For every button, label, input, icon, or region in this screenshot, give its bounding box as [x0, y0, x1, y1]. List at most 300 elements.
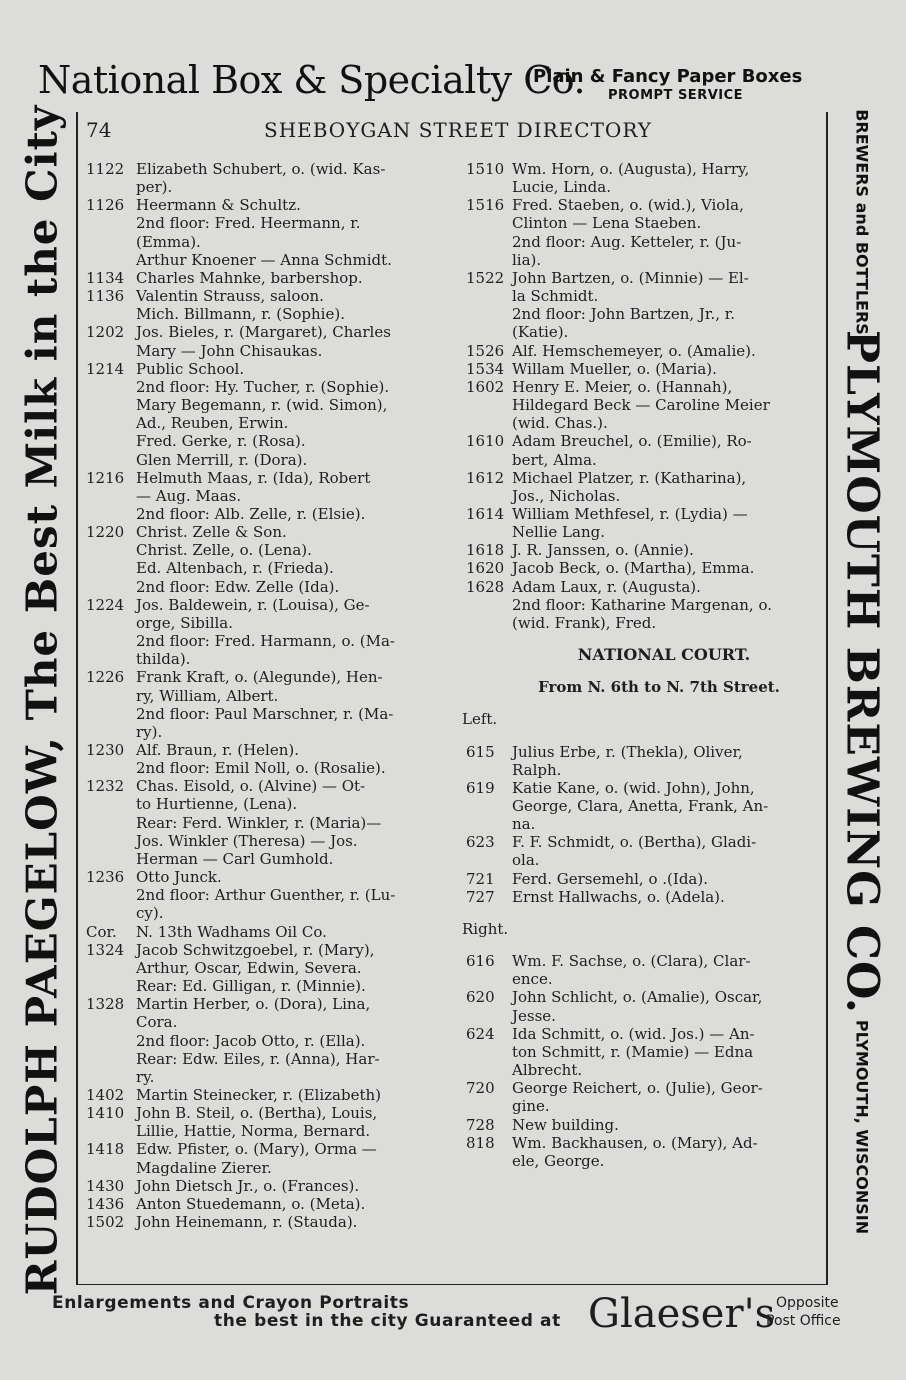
directory-entry — [86, 795, 458, 813]
house-number: 1628 — [466, 577, 505, 596]
resident-text: Ralph. — [512, 760, 562, 779]
section-subtitle: From N. 6th to N. 7th Street. — [538, 678, 780, 697]
directory-entry — [462, 487, 826, 505]
directory-entry — [86, 360, 458, 378]
house-number — [86, 1159, 136, 1177]
resident-text: Michael Platzer, r. (Katharina), — [512, 468, 747, 487]
house-number: 1122 — [86, 160, 125, 178]
resident-text: (Emma). — [136, 232, 201, 251]
directory-entry — [86, 1050, 458, 1068]
house-number: 1620 — [466, 559, 505, 578]
resident-text: (wid. Chas.). — [512, 414, 608, 433]
directory-entry — [462, 833, 826, 851]
directory-entry — [86, 1104, 458, 1122]
court-right-entries — [462, 952, 826, 1170]
directory-entry — [86, 723, 458, 741]
directory-entry — [86, 668, 458, 686]
directory-entry — [462, 970, 826, 988]
directory-entry — [462, 1007, 826, 1025]
house-number — [86, 705, 136, 723]
resident-text: Helmuth Maas, r. (Ida), Robert — [136, 468, 371, 487]
directory-entry — [462, 952, 826, 970]
resident-text: Fred. Gerke, r. (Rosa). — [136, 432, 306, 451]
directory-entry — [462, 414, 826, 432]
resident-text: 2nd floor: Fred. Heermann, r. — [136, 214, 361, 233]
house-number — [86, 959, 136, 977]
house-number — [462, 1043, 512, 1061]
directory-entry — [462, 870, 826, 888]
court-left-entries — [462, 743, 826, 906]
resident-text: Christ. Zelle, o. (Lena). — [136, 541, 312, 560]
directory-entry — [462, 1116, 826, 1134]
resident-text: J. R. Janssen, o. (Annie). — [512, 541, 694, 560]
resident-text: Public School. — [136, 359, 245, 378]
top-ad-subtagline: PROMPT SERVICE — [608, 88, 744, 103]
house-number — [462, 287, 512, 305]
resident-text: Herman — Carl Gumhold. — [136, 849, 334, 868]
house-number: 1402 — [86, 1085, 125, 1104]
directory-entry — [86, 1086, 458, 1104]
resident-text: 2nd floor: John Bartzen, Jr., r. — [512, 305, 736, 324]
house-number — [86, 559, 136, 577]
house-number: 1236 — [86, 868, 125, 887]
directory-entry — [462, 360, 826, 378]
directory-entry — [86, 414, 458, 432]
directory-entry — [462, 596, 826, 614]
house-number: 818 — [466, 1133, 495, 1152]
house-number — [86, 1013, 136, 1031]
house-number: 1126 — [86, 196, 125, 215]
resident-text: 2nd floor: Paul Marschner, r. (Ma- — [136, 704, 394, 723]
directory-entry — [462, 1061, 826, 1079]
directory-entry — [462, 1043, 826, 1061]
resident-text: ence. — [512, 970, 553, 989]
house-number — [86, 414, 136, 432]
resident-text: Edw. Pfister, o. (Mary), Orma — — [136, 1140, 377, 1159]
resident-text: Jacob Beck, o. (Martha), Emma. — [512, 559, 755, 578]
resident-text: Wm. F. Sachse, o. (Clara), Clar- — [512, 952, 751, 971]
directory-entry — [86, 614, 458, 632]
resident-text: Adam Breuchel, o. (Emilie), Ro- — [512, 432, 752, 451]
directory-entry — [86, 559, 458, 577]
resident-text: Jos. Baldewein, r. (Louisa), Ge- — [136, 595, 370, 614]
directory-entry — [86, 523, 458, 541]
resident-text: John Dietsch Jr., o. (Frances). — [136, 1176, 360, 1195]
directory-entry — [462, 888, 826, 906]
directory-entry — [462, 269, 826, 287]
house-number: 1612 — [466, 468, 505, 487]
house-number: Cor. — [86, 922, 117, 941]
left-frame-line — [76, 112, 78, 1284]
house-number — [462, 178, 512, 196]
resident-text: Christ. Zelle & Son. — [136, 523, 287, 542]
resident-text: Clinton — Lena Staeben. — [512, 214, 702, 233]
directory-entry — [86, 632, 458, 650]
house-number — [462, 451, 512, 469]
house-number — [86, 214, 136, 232]
house-number: 727 — [466, 887, 495, 906]
directory-entry — [86, 269, 458, 287]
house-number — [86, 305, 136, 323]
directory-entry — [462, 541, 826, 559]
directory-entry — [462, 1134, 826, 1152]
resident-text: 2nd floor: Katharine Margenan, o. — [512, 595, 772, 614]
directory-entry — [462, 305, 826, 323]
house-number: 1522 — [466, 268, 505, 287]
house-number: 1602 — [466, 377, 505, 396]
house-number: 616 — [466, 952, 495, 971]
resident-text: John Heinemann, r. (Stauda). — [136, 1213, 358, 1232]
directory-entry — [462, 505, 826, 523]
resident-text: Heermann & Schultz. — [136, 196, 301, 215]
directory-entry — [462, 779, 826, 797]
bottom-ad-post-office: Post Office — [766, 1313, 841, 1329]
directory-entry — [462, 797, 826, 815]
resident-text: Ed. Altenbach, r. (Frieda). — [136, 559, 334, 578]
resident-text: Jos. Winkler (Theresa) — Jos. — [136, 831, 358, 850]
house-number: 1502 — [86, 1213, 125, 1232]
directory-entry — [86, 287, 458, 305]
resident-text: Lillie, Hattie, Norma, Bernard. — [136, 1122, 371, 1141]
directory-entry — [86, 432, 458, 450]
house-number — [462, 251, 512, 269]
resident-text: Magdaline Zierer. — [136, 1158, 272, 1177]
directory-entry — [86, 904, 458, 922]
directory-entry — [86, 959, 458, 977]
house-number: 620 — [466, 988, 495, 1007]
house-number — [86, 578, 136, 596]
resident-text: Alf. Braun, r. (Helen). — [136, 741, 300, 759]
house-number — [462, 414, 512, 432]
resident-text: lia). — [512, 250, 542, 269]
directory-entry — [86, 687, 458, 705]
resident-text: Mary — John Chisaukas. — [136, 341, 323, 360]
resident-text: ola. — [512, 851, 540, 870]
house-number: 1216 — [86, 468, 125, 487]
bottom-ad-opposite: Opposite — [776, 1295, 839, 1311]
house-number: 615 — [466, 742, 495, 761]
house-number — [86, 432, 136, 450]
resident-text: John Schlicht, o. (Amalie), Oscar, — [512, 988, 763, 1007]
resident-text: to Hurtienne, (Lena). — [136, 795, 298, 814]
resident-text: 2nd floor: Hy. Tucher, r. (Sophie). — [136, 377, 390, 396]
directory-entry — [462, 614, 826, 632]
resident-text: George, Clara, Anetta, Frank, An- — [512, 797, 769, 815]
right-advertisement — [830, 109, 894, 1282]
resident-text: 2nd floor: Arthur Guenther, r. (Lu- — [136, 886, 396, 905]
house-number — [462, 305, 512, 323]
house-number: 1526 — [466, 341, 505, 360]
house-number — [462, 797, 512, 815]
resident-text: F. F. Schmidt, o. (Bertha), Gladi- — [512, 833, 757, 852]
resident-text: Wm. Backhausen, o. (Mary), Ad- — [512, 1133, 758, 1152]
resident-text: Jos. Bieles, r. (Margaret), Charles — [136, 323, 391, 342]
house-number — [462, 323, 512, 341]
house-number — [462, 233, 512, 251]
house-number: 1226 — [86, 668, 125, 687]
directory-entry — [462, 743, 826, 761]
resident-text: Hildegard Beck — Caroline Meier — [512, 396, 770, 415]
resident-text: gine. — [512, 1097, 550, 1116]
resident-text: Rear: Ferd. Winkler, r. (Maria)— — [136, 813, 382, 832]
resident-text: Arthur Knoener — Anna Schmidt. — [136, 250, 392, 269]
resident-text: ry, William, Albert. — [136, 686, 279, 705]
directory-entry — [462, 287, 826, 305]
directory-entry — [462, 815, 826, 833]
directory-entry — [86, 469, 458, 487]
house-number — [86, 233, 136, 251]
house-number — [86, 396, 136, 414]
house-number: 1614 — [466, 504, 505, 523]
bottom-ad-line2: the best in the city Guaranteed at — [214, 1311, 561, 1331]
house-number — [462, 396, 512, 414]
directory-entry — [86, 196, 458, 214]
house-number — [86, 342, 136, 360]
house-number — [86, 759, 136, 777]
resident-text: 2nd floor: Edw. Zelle (Ida). — [136, 577, 340, 596]
resident-text: Rear: Ed. Gilligan, r. (Minnie). — [136, 977, 366, 996]
resident-text: ry. — [136, 1067, 155, 1086]
house-number — [86, 378, 136, 396]
directory-entry — [462, 432, 826, 450]
house-number — [86, 451, 136, 469]
resident-text: New building. — [512, 1115, 619, 1134]
right-frame-line — [826, 112, 828, 1284]
resident-text: orge, Sibilla. — [136, 613, 233, 632]
directory-entry — [86, 1213, 458, 1231]
house-number: 624 — [466, 1024, 495, 1043]
directory-entry — [462, 1079, 826, 1097]
resident-text: 2nd floor: Fred. Harmann, o. (Ma- — [136, 632, 395, 651]
house-number — [462, 1152, 512, 1170]
section-title: NATIONAL COURT. — [577, 645, 751, 665]
directory-entry — [86, 178, 458, 196]
resident-text: Ad., Reuben, Erwin. — [136, 414, 289, 433]
resident-text: Ernst Hallwachs, o. (Adela). — [512, 887, 725, 906]
house-number: 1224 — [86, 595, 125, 614]
resident-text: Cora. — [136, 1013, 178, 1032]
house-number: 1324 — [86, 940, 125, 959]
house-number — [86, 795, 136, 813]
house-number — [462, 214, 512, 232]
house-number — [462, 1061, 512, 1079]
directory-entry — [86, 251, 458, 269]
directory-entry — [86, 214, 458, 232]
resident-text: Valentin Strauss, saloon. — [136, 287, 324, 306]
resident-text: John B. Steil, o. (Bertha), Louis, — [136, 1104, 378, 1123]
top-advertisement — [38, 58, 868, 108]
resident-text: 2nd floor: Jacob Otto, r. (Ella). — [136, 1031, 366, 1050]
resident-text: Arthur, Oscar, Edwin, Severa. — [136, 958, 362, 977]
resident-text: Mary Begemann, r. (wid. Simon), — [136, 396, 388, 415]
house-number: 1214 — [86, 359, 125, 378]
resident-text: ry). — [136, 722, 163, 741]
directory-entry — [86, 1122, 458, 1140]
house-number: 623 — [466, 833, 495, 852]
directory-entry — [462, 323, 826, 341]
directory-entry — [86, 305, 458, 323]
resident-text: Elizabeth Schubert, o. (wid. Kas- — [136, 160, 386, 178]
resident-text: Glen Merrill, r. (Dora). — [136, 450, 308, 469]
house-number: 1220 — [86, 523, 125, 542]
resident-text: cy). — [136, 904, 164, 923]
bottom-ad-brand: Glaeser's — [588, 1291, 776, 1337]
resident-text: Nellie Lang. — [512, 523, 605, 542]
resident-text: na. — [512, 815, 536, 834]
house-number — [462, 596, 512, 614]
directory-entry — [86, 578, 458, 596]
house-number: 1418 — [86, 1140, 125, 1159]
left-side-label: Left. — [462, 710, 498, 729]
directory-entry — [86, 378, 458, 396]
resident-text: Charles Mahnke, barbershop. — [136, 268, 363, 287]
bottom-ad-line1: Enlargements and Crayon Portraits — [52, 1293, 410, 1313]
resident-text: — Aug. Maas. — [136, 486, 242, 505]
house-number — [86, 904, 136, 922]
directory-entry — [86, 1013, 458, 1031]
house-number — [462, 815, 512, 833]
directory-entry — [462, 1025, 826, 1043]
resident-text: 2nd floor: Aug. Ketteler, r. (Ju- — [512, 232, 742, 251]
house-number — [86, 687, 136, 705]
directory-entry — [86, 759, 458, 777]
directory-entry — [86, 1159, 458, 1177]
resident-text: Mich. Billmann, r. (Sophie). — [136, 305, 345, 324]
directory-entry — [86, 596, 458, 614]
directory-entry — [86, 777, 458, 795]
page-header — [86, 118, 822, 144]
directory-entry — [86, 650, 458, 668]
directory-entry — [86, 160, 458, 178]
house-number: 728 — [466, 1115, 495, 1134]
directory-entry — [462, 233, 826, 251]
house-number — [86, 650, 136, 668]
directory-entry — [86, 1068, 458, 1086]
house-number: 1510 — [466, 160, 505, 178]
house-number: 1136 — [86, 287, 125, 306]
resident-text: thilda). — [136, 650, 191, 669]
directory-entry — [86, 741, 458, 759]
directory-entry — [462, 196, 826, 214]
resident-text: Ferd. Gersemehl, o .(Ida). — [512, 869, 708, 888]
resident-text: N. 13th Wadhams Oil Co. — [136, 922, 327, 941]
house-number: 1232 — [86, 777, 125, 796]
directory-entry — [86, 868, 458, 886]
resident-text: Otto Junck. — [136, 868, 222, 887]
house-number — [86, 487, 136, 505]
right-ad-line2: PLYMOUTH BREWING CO. — [836, 329, 888, 1015]
house-number — [86, 1050, 136, 1068]
house-number — [86, 541, 136, 559]
house-number — [86, 1122, 136, 1140]
resident-text: Julius Erbe, r. (Thekla), Oliver, — [512, 742, 743, 761]
resident-text: Ida Schmitt, o. (wid. Jos.) — An- — [512, 1024, 755, 1043]
house-number — [86, 886, 136, 904]
directory-entry — [86, 1177, 458, 1195]
directory-entry — [462, 578, 826, 596]
directory-entry — [86, 323, 458, 341]
right-side-label: Right. — [462, 919, 509, 938]
resident-text: Fred. Staeben, o. (wid.), Viola, — [512, 196, 744, 215]
house-number — [86, 723, 136, 741]
directory-entry — [86, 233, 458, 251]
directory-entry — [462, 559, 826, 577]
directory-entry — [462, 523, 826, 541]
house-number: 1618 — [466, 541, 505, 560]
resident-text: Adam Laux, r. (Augusta). — [512, 577, 701, 596]
resident-text: la Schmidt. — [512, 287, 599, 306]
directory-entry — [86, 451, 458, 469]
house-number — [86, 850, 136, 868]
house-number — [462, 1007, 512, 1025]
house-number: 1202 — [86, 323, 125, 342]
house-number: 619 — [466, 778, 495, 797]
page-title: SHEBOYGAN STREET DIRECTORY — [264, 118, 652, 142]
directory-entry — [462, 342, 826, 360]
resident-text: per). — [136, 178, 173, 197]
house-number: 1516 — [466, 196, 505, 215]
directory-entry — [86, 1195, 458, 1213]
house-number — [462, 614, 512, 632]
resident-text: Wm. Horn, o. (Augusta), Harry, — [512, 160, 750, 178]
house-number — [86, 178, 136, 196]
resident-text: Lucie, Linda. — [512, 178, 611, 197]
resident-text: Anton Stuedemann, o. (Meta). — [136, 1194, 366, 1213]
house-number — [86, 1032, 136, 1050]
directory-entry — [86, 396, 458, 414]
directory-entry — [462, 178, 826, 196]
right-ad-line3: PLYMOUTH, WISCONSIN — [852, 1019, 872, 1235]
house-number: 1534 — [466, 359, 505, 378]
directory-entry — [86, 1032, 458, 1050]
resident-text: Albrecht. — [512, 1061, 583, 1080]
house-number — [86, 832, 136, 850]
resident-text: bert, Alma. — [512, 450, 597, 469]
directory-entry — [462, 251, 826, 269]
resident-text: George Reichert, o. (Julie), Geor- — [512, 1079, 763, 1098]
directory-entry — [86, 505, 458, 523]
resident-text: 2nd floor: Alb. Zelle, r. (Elsie). — [136, 504, 366, 523]
directory-entry — [86, 1140, 458, 1158]
directory-entry — [462, 761, 826, 779]
resident-text: Rear: Edw. Eiles, r. (Anna), Har- — [136, 1049, 380, 1068]
directory-entry — [462, 988, 826, 1006]
directory-entry — [462, 214, 826, 232]
resident-text: ele, George. — [512, 1151, 605, 1170]
house-number: 1610 — [466, 432, 505, 451]
resident-text: John Bartzen, o. (Minnie) — El- — [512, 268, 749, 287]
directory-entry — [462, 1097, 826, 1115]
resident-text: Jesse. — [512, 1006, 556, 1025]
house-number — [462, 851, 512, 869]
bottom-frame-line — [76, 1284, 828, 1285]
directory-entry — [86, 923, 458, 941]
house-number — [86, 814, 136, 832]
top-ad-company: National Box & Specialty Co. — [38, 58, 586, 102]
resident-text: ton Schmitt, r. (Mamie) — Edna — [512, 1042, 754, 1061]
house-number: 1430 — [86, 1176, 125, 1195]
directory-entry — [86, 832, 458, 850]
right-ad-line1: BREWERS and BOTTLERS — [852, 109, 872, 335]
resident-text: 2nd floor: Emil Noll, o. (Rosalie). — [136, 759, 386, 778]
resident-text: Martin Steinecker, r. (Elizabeth) — [136, 1085, 381, 1104]
house-number — [462, 487, 512, 505]
directory-entry — [86, 941, 458, 959]
directory-entry — [86, 977, 458, 995]
resident-text: Katie Kane, o. (wid. John), John, — [512, 778, 755, 797]
resident-text: Alf. Hemschemeyer, o. (Amalie). — [512, 341, 756, 360]
bottom-advertisement — [52, 1293, 872, 1339]
